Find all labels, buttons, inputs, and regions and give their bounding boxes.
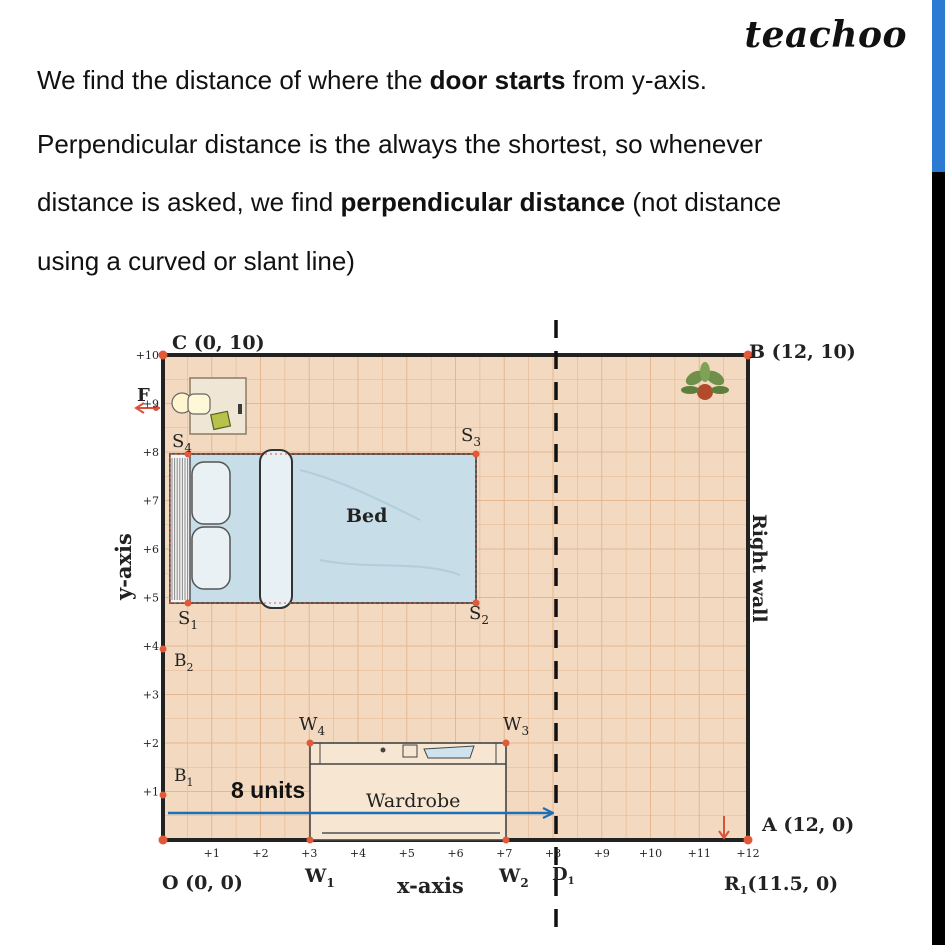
x-tick-label: +9: [593, 847, 610, 860]
x-tick-label: +4: [349, 847, 367, 860]
x-tick-label: +2: [252, 847, 269, 860]
x-tick-label: +5: [398, 847, 415, 860]
y-tick-label: +4: [142, 640, 159, 653]
point-a-label: A (12, 0): [762, 814, 855, 836]
corner-w3-label: $W_3$: [503, 714, 530, 738]
x-axis-ticks: [204, 847, 760, 860]
corner-b2-label: $B_2$: [174, 651, 194, 674]
x-tick-label: +10: [638, 847, 663, 860]
y-tick-label: +7: [142, 494, 159, 508]
y-tick-label: +1: [142, 785, 159, 799]
y-tick-label: +9: [142, 397, 159, 411]
x-tick-label: +8: [544, 847, 562, 860]
bed-label: Bed: [346, 505, 388, 527]
x-tick-label: +7: [496, 847, 513, 860]
distance-label: 8 units: [231, 777, 306, 803]
corner-w2-label: $W_2$: [499, 865, 529, 890]
point-d1-label: $D_1$: [552, 864, 575, 887]
paragraph-2-line-3: using a curved or slant line): [37, 246, 355, 276]
paragraph-2-line-1: Perpendicular distance is the always the shortest, so whenever: [37, 129, 763, 159]
x-tick-label: +11: [687, 847, 711, 860]
y-tick-label: +10: [135, 349, 159, 362]
teachoo-logo: teachoo: [744, 14, 907, 56]
x-tick-label: +1: [203, 847, 220, 860]
right-wall-label: Right wall: [748, 514, 770, 623]
point-o-label: O (0, 0): [162, 872, 243, 894]
corner-s3-label: $S_3$: [461, 425, 481, 449]
corner-w4-label: $W_4$: [299, 714, 326, 738]
x-tick-label: +6: [447, 847, 464, 860]
y-tick-label: +8: [142, 446, 159, 459]
wardrobe-label: Wardrobe: [366, 790, 461, 812]
y-axis-label: y-axis: [111, 533, 136, 600]
corner-s4-label: $S_4$: [172, 431, 192, 455]
point-b-label: B (12, 10): [749, 341, 856, 363]
point-f-label: F: [137, 385, 150, 406]
y-tick-label: +6: [142, 543, 159, 556]
y-tick-label: +5: [142, 591, 159, 605]
bed-icon: [170, 450, 476, 608]
corner-s1-label: $S_1$: [178, 608, 198, 632]
point-c-label: C (0, 10): [172, 332, 265, 354]
x-tick-label: +3: [301, 847, 318, 860]
paragraph-2-line-2: distance is asked, we find perpendicular distance (not distance: [37, 187, 782, 217]
point-r1-label: $R_1(11.5$, 0): [724, 873, 839, 897]
corner-w1-label: $W_1$: [305, 865, 335, 890]
x-axis-label: x-axis: [397, 873, 464, 898]
corner-b1-label: $B_1$: [174, 766, 194, 789]
y-axis-ticks: [136, 349, 159, 799]
paragraph-1: We find the distance of where the door starts from y-axis.: [37, 65, 708, 95]
y-tick-label: +2: [142, 737, 159, 750]
y-tick-label: +3: [142, 688, 159, 702]
x-tick-label: +12: [736, 847, 760, 860]
corner-s2-label: $S_2$: [469, 603, 489, 627]
